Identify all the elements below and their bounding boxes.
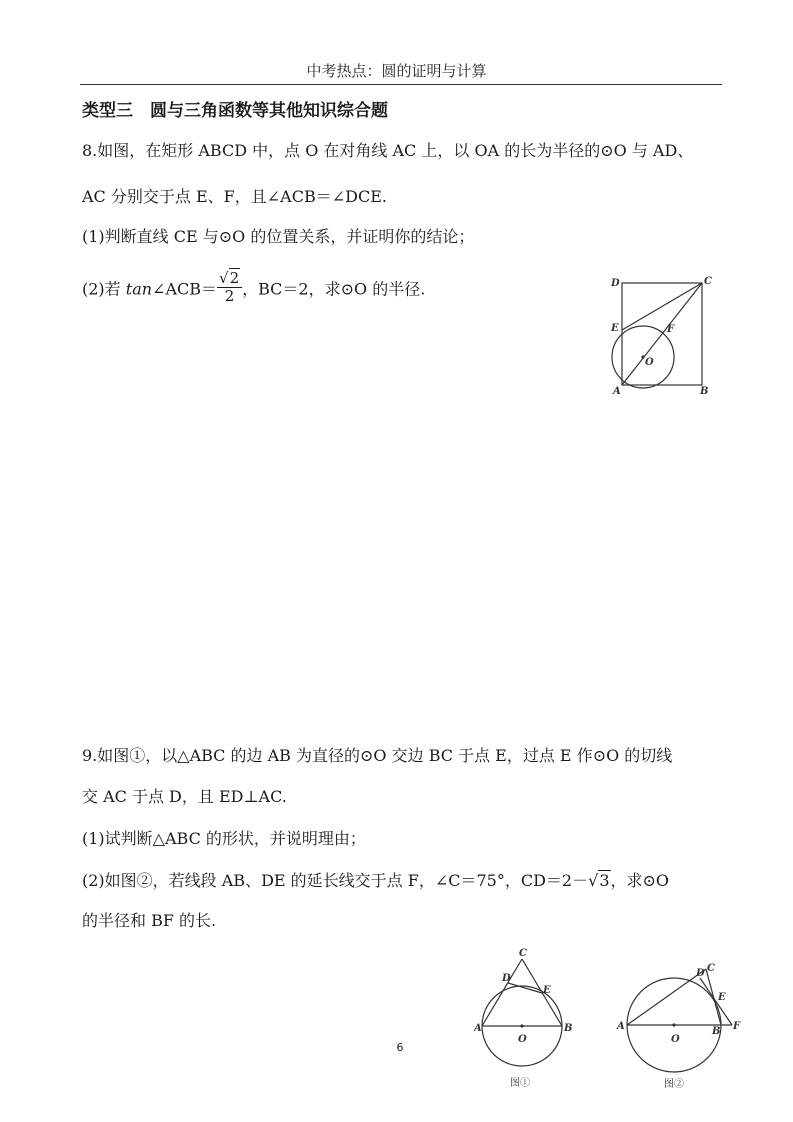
q9-part2-prefix: (2)如图②，若线段 AB、DE 的延长线交于点 F，∠C＝75°，CD＝2－	[82, 871, 589, 890]
fig1-caption: 图①	[510, 1078, 530, 1089]
q8-tan: tan	[125, 279, 153, 299]
page-number: 6	[396, 1041, 404, 1054]
q8-angle: ∠ACB＝	[152, 279, 218, 299]
q8-label-f: F	[667, 324, 675, 335]
fig1-label-b: B	[564, 1023, 573, 1034]
fig1-label-d: D	[502, 973, 511, 984]
q9-line1: 9.如图①，以△ABC 的边 AB 为直径的⊙O 交边 BC 于点 E，过点 E 作⊙O 的切线	[82, 746, 673, 765]
fig1-label-a: A	[474, 1023, 482, 1034]
center-o-dot	[520, 1024, 523, 1027]
fig2-label-d: D	[696, 968, 705, 979]
line-ce	[622, 283, 702, 330]
q8-figure	[605, 270, 720, 400]
q9-part2	[82, 868, 669, 891]
q8-label-e: E	[611, 323, 619, 334]
diagonal-ac	[622, 283, 702, 385]
fig1-label-c: C	[519, 948, 527, 959]
q8-label-o: O	[645, 357, 654, 368]
q9-part1: (1)试判断△ABC 的形状，并说明理由；	[82, 829, 366, 848]
fig2-label-o: O	[671, 1034, 680, 1045]
q9-part2-suffix: ，求⊙O	[610, 871, 670, 890]
q8-part2-suffix: ，BC＝2，求⊙O 的半径.	[242, 279, 426, 299]
q8-line1: 8.如图，在矩形 ABCD 中，点 O 在对角线 AC 上，以 OA 的长为半径的⊙O 与 AD、	[82, 141, 694, 160]
q9-sqrt-val: 3	[599, 871, 610, 890]
q8-fraction: $\frac{√2}{2}$	[217, 270, 242, 306]
q9-sqrt: √3	[588, 871, 610, 890]
fig1-label-e: E	[543, 985, 551, 996]
q8-part2-prefix: (2)若	[82, 279, 126, 299]
fig2-label-e: E	[718, 992, 726, 1003]
line-def	[700, 978, 732, 1025]
fig2-label-f: F	[733, 1021, 741, 1032]
center-o-dot	[672, 1023, 675, 1026]
q9-figure-2	[614, 952, 749, 1102]
q8-part2	[82, 269, 426, 308]
q8-label-b: B	[700, 386, 709, 397]
q9-part2-line2: 的半径和 BF 的长.	[82, 911, 217, 930]
header-rule	[80, 84, 722, 85]
q8-label-d: D	[611, 278, 620, 289]
q8-line2: AC 分别交于点 E、F，且∠ACB＝∠DCE.	[82, 187, 387, 206]
side-ac	[482, 959, 522, 1026]
q8-part1: (1)判断直线 CE 与⊙O 的位置关系，并证明你的结论；	[82, 227, 475, 246]
fig2-label-b: B	[712, 1026, 721, 1037]
section-title: 类型三 圆与三角函数等其他知识综合题	[82, 101, 388, 121]
q8-label-c: C	[704, 276, 712, 287]
q8-label-a: A	[613, 386, 621, 397]
side-ac	[627, 969, 706, 1025]
fig2-caption: 图②	[664, 1079, 684, 1090]
fig2-label-c: C	[707, 963, 715, 974]
q8-frac-num: 2	[229, 269, 240, 287]
page-header: 中考热点：圆的证明与计算	[306, 62, 487, 80]
fig1-label-o: O	[518, 1034, 527, 1045]
q9-line2: 交 AC 于点 D，且 ED⊥AC.	[82, 787, 287, 806]
fig2-label-a: A	[617, 1021, 625, 1032]
q8-frac-den: 2	[224, 287, 235, 306]
q9-figure-1	[474, 945, 584, 1100]
